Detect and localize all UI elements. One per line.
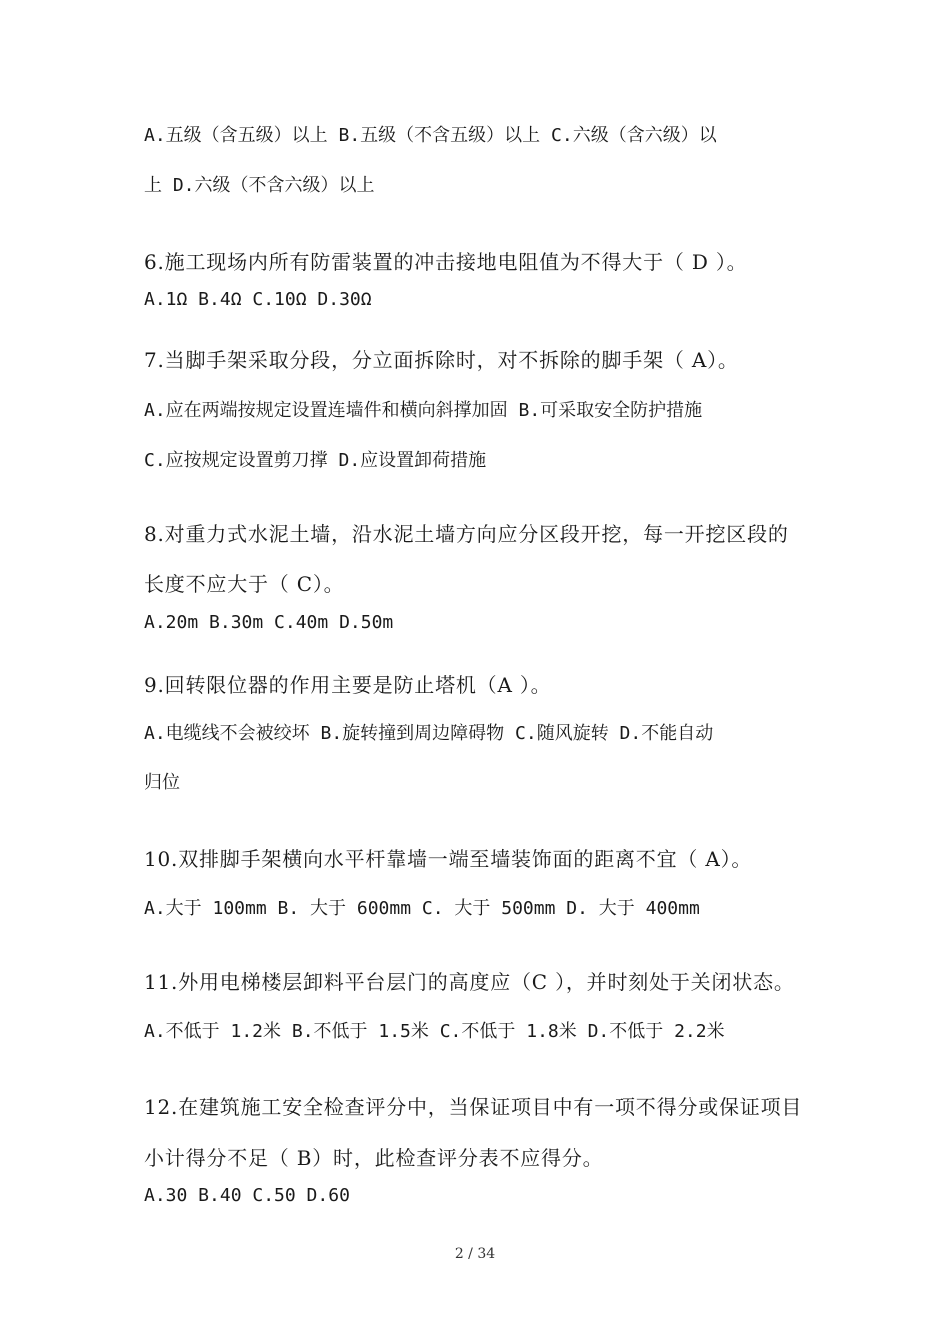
question-12-text-line-1: 12.在建筑施工安全检查评分中，当保证项目中有一项不得分或保证项目 xyxy=(144,1095,803,1119)
question-10-text: 10.双排脚手架横向水平杆靠墙一端至墙装饰面的距离不宜（ A）。 xyxy=(144,847,753,871)
question-12-options: A.30 B.40 C.50 D.60 xyxy=(144,1185,350,1206)
question-9-options-line-1: A.电缆线不会被绞坏 B.旋转撞到周边障碍物 C.随风旋转 D.不能自动 xyxy=(144,723,714,744)
question-7-options-line-2: C.应按规定设置剪刀撑 D.应设置卸荷措施 xyxy=(144,450,487,471)
question-11-text: 11.外用电梯楼层卸料平台层门的高度应（C ），并时刻处于关闭状态。 xyxy=(144,970,795,994)
question-8-text-line-1: 8.对重力式水泥土墙，沿水泥土墙方向应分区段开挖，每一开挖区段的 xyxy=(144,522,789,546)
question-9-options-line-2: 归位 xyxy=(144,772,180,793)
page-number: 2 / 34 xyxy=(454,1246,496,1262)
question-5-options-line-1: A.五级（含五级）以上 B.五级（不含五级）以上 C.六级（含六级）以 xyxy=(144,125,717,146)
question-9-text: 9.回转限位器的作用主要是防止塔机（A ）。 xyxy=(144,673,552,697)
question-6-text: 6.施工现场内所有防雷装置的冲击接地电阻值为不得大于（ D ）。 xyxy=(144,250,748,274)
question-11-options: A.不低于 1.2米 B.不低于 1.5米 C.不低于 1.8米 D.不低于 2.2米 xyxy=(144,1021,725,1042)
question-10-options: A.大于 100mm B. 大于 600mm C. 大于 500mm D. 大于 400mm xyxy=(144,898,700,919)
question-6-options: A.1Ω B.4Ω C.10Ω D.30Ω xyxy=(144,289,372,310)
question-7-options-line-1: A.应在两端按规定设置连墙件和横向斜撑加固 B.可采取安全防护措施 xyxy=(144,400,703,421)
question-7-text: 7.当脚手架采取分段，分立面拆除时，对不拆除的脚手架（ A）。 xyxy=(144,348,739,372)
question-5-options-line-2: 上 D.六级（不含六级）以上 xyxy=(144,175,375,196)
question-8-options: A.20m B.30m C.40m D.50m xyxy=(144,612,394,633)
question-12-text-line-2: 小计得分不足（ B）时，此检查评分表不应得分。 xyxy=(144,1146,604,1170)
question-8-text-line-2: 长度不应大于（ C）。 xyxy=(144,572,345,596)
